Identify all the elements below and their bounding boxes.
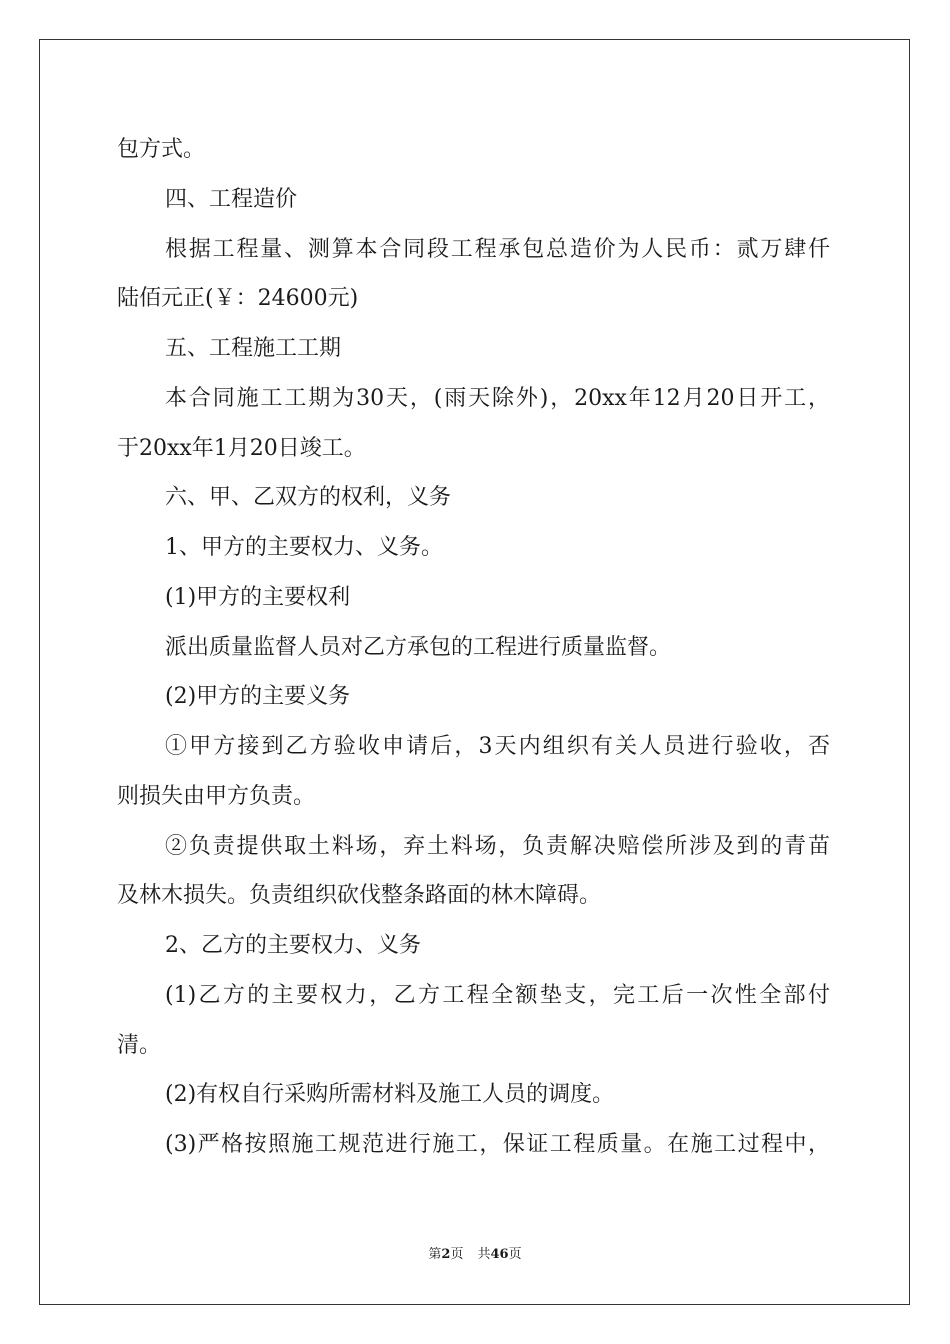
section-heading-4: 四、工程造价 bbox=[165, 187, 298, 212]
footer-total-pages: 46 bbox=[490, 1247, 509, 1262]
footer-total-suffix: 页 bbox=[508, 1247, 522, 1262]
text-line-19: 清。 bbox=[117, 1033, 162, 1058]
footer-total-prefix: 共 bbox=[477, 1247, 491, 1262]
text-line-1: 包方式。 bbox=[117, 137, 206, 162]
text-line-21: (3)严格按照施工规范进行施工，保证工程质量。在施工过程中， bbox=[165, 1132, 830, 1157]
subsection-heading-1: 1、甲方的主要权力、义务。 bbox=[165, 535, 443, 560]
text-line-7: 于20xx年1月20日竣工。 bbox=[117, 436, 366, 461]
section-heading-5: 五、工程施工工期 bbox=[165, 336, 342, 361]
text-line-4: 陆佰元正(￥：24600元) bbox=[117, 286, 359, 311]
text-line-14: 则损失由甲方负责。 bbox=[117, 784, 316, 809]
text-line-18: (1)乙方的主要权力，乙方工程全额垫支，完工后一次性全部付 bbox=[165, 983, 830, 1008]
footer-page-suffix: 页 bbox=[450, 1247, 464, 1262]
page-footer bbox=[0, 1246, 950, 1264]
text-line-11: 派出质量监督人员对乙方承包的工程进行质量监督。 bbox=[165, 635, 672, 660]
subsection-heading-2: 2、乙方的主要权力、义务 bbox=[165, 933, 421, 958]
clause-heading-1-1: (1)甲方的主要权利 bbox=[165, 585, 351, 610]
clause-heading-1-2: (2)甲方的主要义务 bbox=[165, 684, 351, 709]
text-line-13: ①甲方接到乙方验收申请后，3天内组织有关人员进行验收，否 bbox=[165, 734, 830, 759]
footer-page-number: 2 bbox=[441, 1247, 451, 1262]
text-line-20: (2)有权自行采购所需材料及施工人员的调度。 bbox=[165, 1082, 615, 1107]
text-line-16: 及林木损失。负责组织砍伐整条路面的林木障碍。 bbox=[117, 883, 602, 908]
text-line-15: ②负责提供取土料场，弃土料场，负责解决赔偿所涉及到的青苗 bbox=[165, 834, 830, 859]
text-line-3: 根据工程量、测算本合同段工程承包总造价为人民币：贰万肆仟 bbox=[165, 237, 830, 262]
text-line-6: 本合同施工工期为30天，(雨天除外)，20xx年12月20日开工， bbox=[165, 386, 830, 411]
page-border bbox=[39, 39, 910, 1305]
section-heading-6: 六、甲、乙双方的权利，义务 bbox=[165, 485, 452, 510]
footer-page-prefix: 第 bbox=[428, 1247, 442, 1262]
